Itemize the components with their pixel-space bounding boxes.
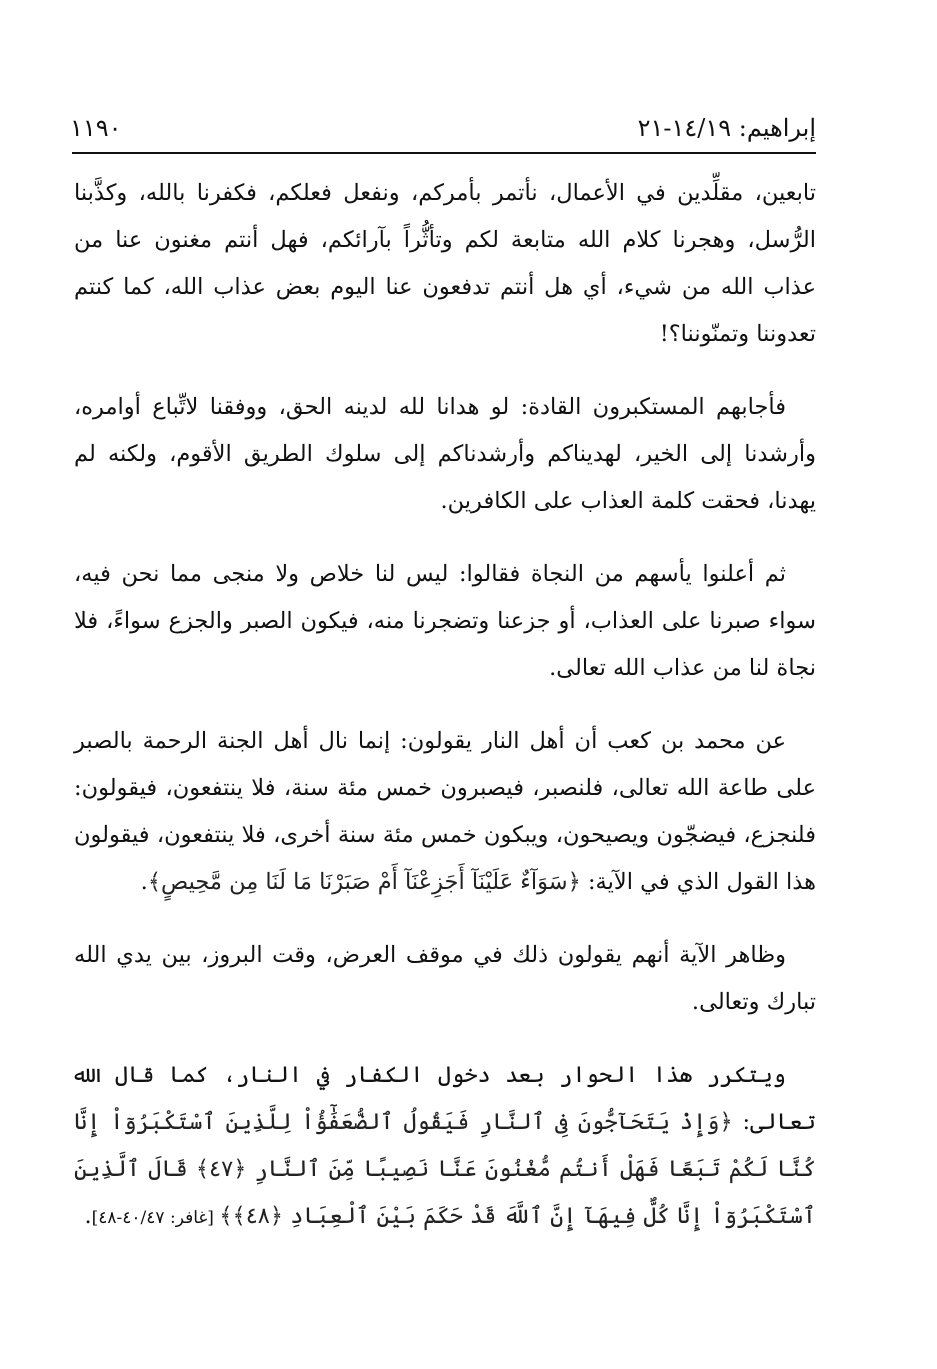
paragraph-tail: . [84, 1203, 92, 1229]
paragraph-3 [74, 551, 816, 692]
verse-reference: [غافر: ٤٠/٤٧-٤٨] [91, 1208, 220, 1228]
paragraph-4 [74, 718, 816, 906]
paragraph-tail: . [140, 869, 148, 895]
paragraph-5 [74, 932, 816, 1026]
surah-reference: إبراهيم: ١٤/١٩-٢١ [637, 114, 816, 142]
quran-verse: ﴿وَإِذْ يَتَحَآجُّونَ فِى ٱلنَّارِ فَيَقُولُ ٱلضُّعَفَٰٓؤُاْ لِلَّذِينَ ٱسْتَكْبَرُوٓاْ إِنَّا كُنَّا لَكُمْ تَبَعًا فَهَلْ أَنتُم مُّغْنُونَ عَنَّا نَصِيبًا مِّنَ ٱلنَّارِ ﴿٤٧﴾ قَالَ ٱلَّذِينَ ٱسْتَكْبَرُوٓاْ إِنَّا كُلٌّ فِيهَآ إِنَّ ٱللَّهَ قَدْ حَكَمَ بَيْنَ ٱلْعِبَادِ ﴿٤٨﴾﴾ [74, 1109, 816, 1229]
quran-verse: ﴿سَوَآءٌ عَلَيْنَآ أَجَزِعْنَآ أَمْ صَبَرْنَا مَا لَنَا مِن مَّحِيصٍ﴾ [147, 869, 581, 895]
paragraph-text: وظاهر الآية أنهم يقولون ذلك في موقف العرض، وقت البروز، بين يدي الله تبارك وتعالى. [74, 942, 816, 1015]
paragraph-text: فأجابهم المستكبرون القادة: لو هدانا لله لدينه الحق، ووفقنا لاتِّباع أوامره، وأرشدنا إلى الخير، لهديناكم وأرشدناكم إلى سلوك الطريق الأقوم، ولكنه لم يهدنا، فحقت كلمة العذاب على الكافرين. [74, 394, 816, 514]
paragraph-1 [74, 170, 816, 358]
paragraph-2 [74, 384, 816, 525]
paragraph-text: ثم أعلنوا يأسهم من النجاة فقالوا: ليس لنا خلاص ولا منجى مما نحن فيه، سواء صبرنا على العذاب، أو جزعنا وتضجرنا منه، فيكون الصبر والجزع سواءً، فلا نجاة لنا من عذاب الله تعالى. [74, 561, 816, 681]
paragraph-text: ويتكرر هذا الحوار بعد دخول الكفار في النار، كما قال الله تعالى: [74, 1062, 816, 1135]
paragraph-text: عن محمد بن كعب أن أهل النار يقولون: إنما نال أهل الجنة الرحمة بالصبر على طاعة الله تعالى، فلنصبر، فيصبرون خمس مئة سنة، فلا ينتفعون، فيقولون: فلنجزع، فيضجّون ويصيحون، ويبكون خمس مئة سنة أخرى، فلا ينتفعون، فيقولون هذا القول الذي في الآية: [74, 728, 816, 895]
header-rule [72, 152, 816, 154]
page-number: ١١٩٠ [70, 114, 122, 142]
page-body [74, 170, 816, 1268]
paragraph-6 [74, 1052, 816, 1242]
page-header [70, 108, 816, 148]
paragraph-text: تابعين، مقلِّدين في الأعمال، نأتمر بأمركم، ونفعل فعلكم، فكفرنا بالله، وكذَّبنا الرُّسل، وهجرنا كلام الله متابعة لكم وتأثُّراً بآرائكم، فهل أنتم مغنون عنا من عذاب الله من شيء، أي هل أنتم تدفعون عنا اليوم بعض عذاب الله، كما كنتم تعدوننا وتمنّوننا؟! [74, 180, 816, 347]
